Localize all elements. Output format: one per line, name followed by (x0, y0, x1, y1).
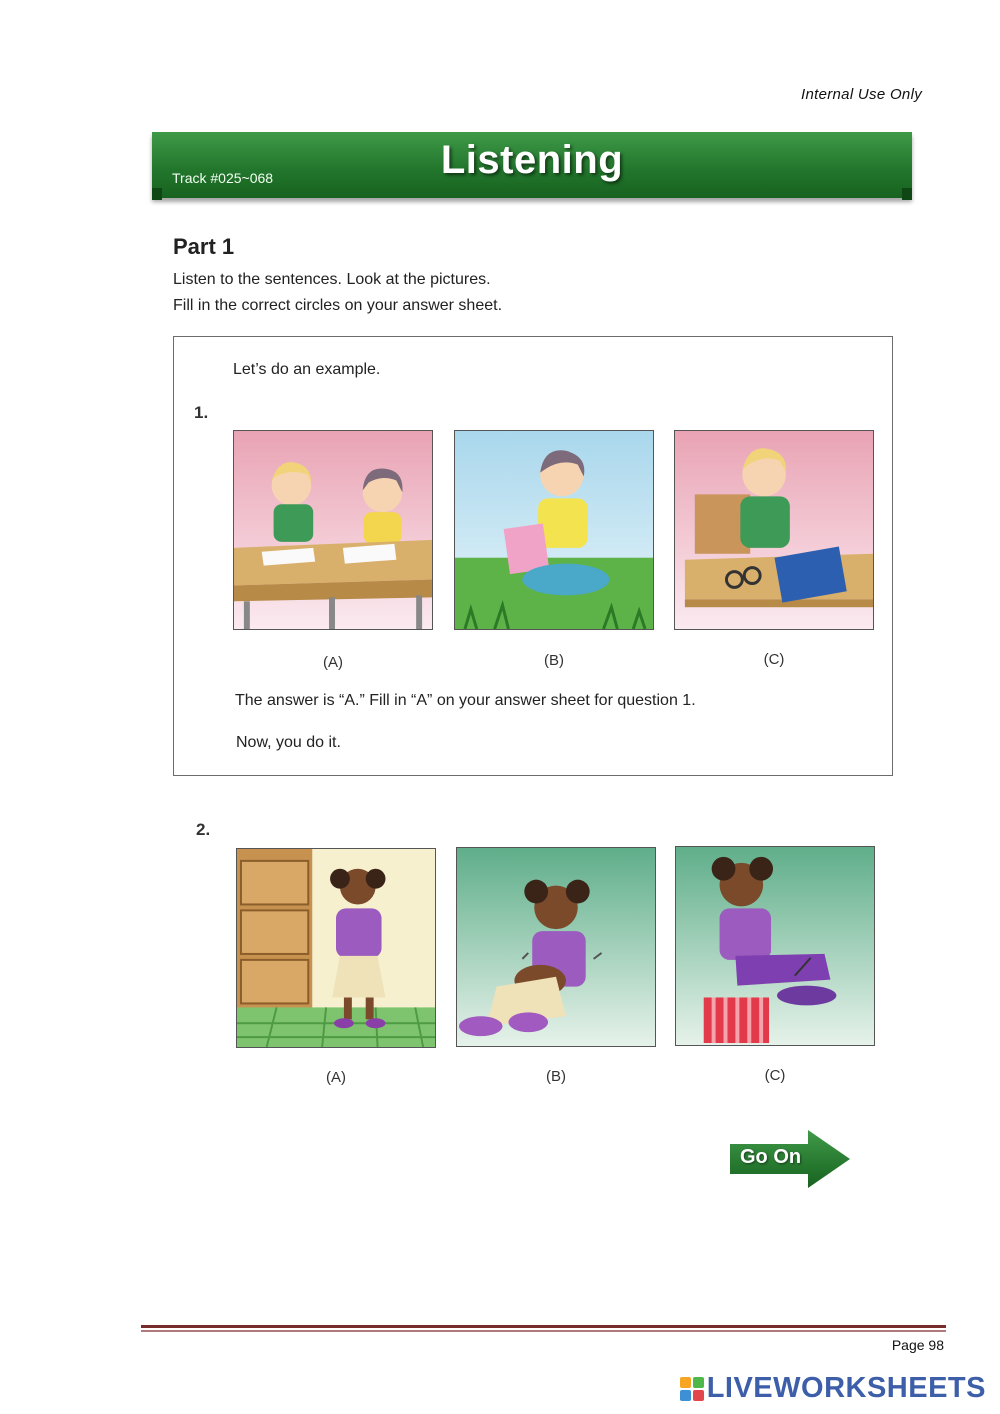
example-intro: Let’s do an example. (233, 361, 381, 378)
footer-rule (141, 1325, 946, 1328)
question-2-number: 2. (196, 820, 211, 839)
part-title: Part 1 (173, 234, 235, 259)
q2-caption-b: (B) (546, 1068, 566, 1085)
track-number: Track #025~068 (172, 170, 274, 186)
q1-picture-a[interactable] (233, 430, 433, 630)
go-on-button[interactable] (728, 1128, 852, 1190)
girl-holding-knee-illustration (457, 848, 655, 1046)
q2-picture-a[interactable] (236, 848, 436, 1048)
q2-caption-c: (C) (764, 1067, 786, 1084)
instruction-line-1: Listen to the sentences. Look at the pictures. (173, 271, 491, 288)
q2-picture-c[interactable] (675, 846, 875, 1046)
q1-caption-a: (A) (323, 654, 343, 671)
classroom-students-illustration (234, 431, 432, 629)
internal-use-label: Internal Use Only (801, 86, 922, 103)
banner-fold-right (902, 188, 912, 200)
footer-rule-secondary (141, 1330, 946, 1332)
question-1-number: 1. (194, 403, 209, 422)
instruction-line-2: Fill in the correct circles on your answer sheet. (173, 297, 503, 314)
banner-fold-left (152, 188, 162, 200)
girl-tying-shoe-illustration (676, 847, 874, 1045)
liveworksheets-brand[interactable] (680, 1372, 986, 1405)
page-number: Page 98 (891, 1337, 944, 1353)
girl-standing-by-drawers-illustration (237, 849, 435, 1047)
example-box (173, 336, 893, 776)
q1-picture-b[interactable] (454, 430, 654, 630)
q2-caption-a: (A) (326, 1069, 346, 1086)
q1-caption-c: (C) (763, 651, 785, 668)
boy-at-desk-glasses-illustration (675, 431, 873, 629)
listening-banner (152, 132, 912, 198)
girl-reading-grass-illustration (455, 431, 653, 629)
liveworksheets-logo-icon (680, 1377, 704, 1401)
brand-wordmark: LIVEWORKSHEETS (706, 1372, 986, 1404)
example-now-text: Now, you do it. (236, 734, 341, 751)
go-on-label: Go On (740, 1146, 802, 1168)
q1-picture-c[interactable] (674, 430, 874, 630)
example-answer-text: The answer is “A.” Fill in “A” on your answer sheet for question 1. (235, 692, 696, 709)
q2-picture-b[interactable] (456, 847, 656, 1047)
q1-caption-b: (B) (544, 652, 564, 669)
page-title: Listening (440, 138, 624, 182)
